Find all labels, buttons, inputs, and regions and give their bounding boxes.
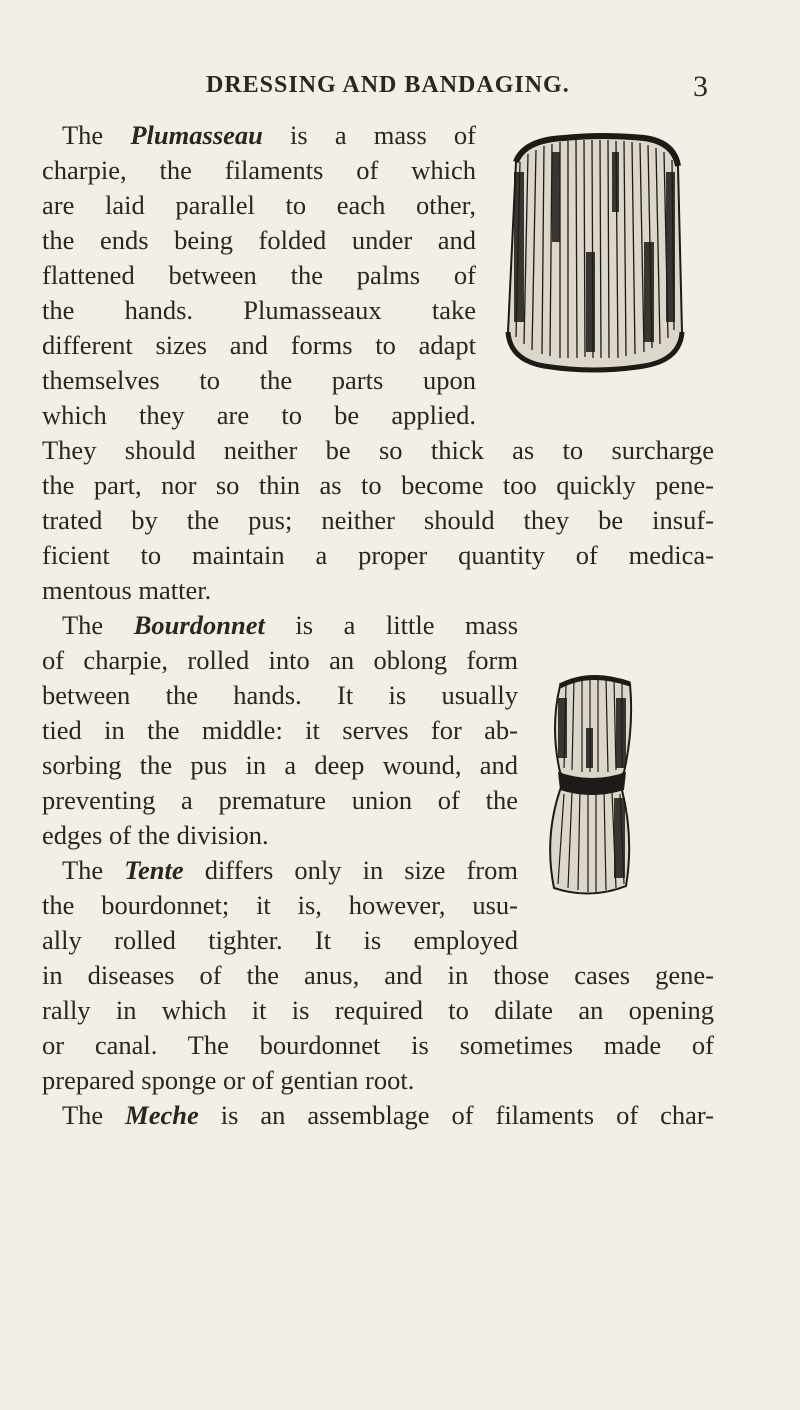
text-line: the ends being folded under and [42,225,476,255]
text-line: They should neither be so thick as to surcharge [42,435,714,465]
text-line: which they are to be applied. [42,400,476,430]
text-line: tied in the middle: it serves for ab- [42,715,518,745]
text-line: trated by the pus; neither should they be insuf- [42,505,714,535]
text-line: charpie, the filaments of which [42,155,476,185]
text-line: the bourdonnet; it is, however, usu- [42,890,518,920]
text-line: mentous matter. [42,575,212,605]
text-line: edges of the division. [42,820,269,850]
term-bourdonnet: Bourdonnet [133,610,265,640]
term-tente: Tente [124,855,184,885]
text-line: are laid parallel to each other, [42,190,476,220]
text-line: between the hands. It is usually [42,680,518,710]
text-line: themselves to the parts upon [42,365,476,395]
text-line: ficient to maintain a proper quantity of medica- [42,540,714,570]
bourdonnet-illustration [530,668,660,903]
text-line: preventing a premature union of the [42,785,518,815]
text-line: ally rolled tighter. It is employed [42,925,518,955]
text-line: The Plumasseau is a mass of [62,120,477,150]
text-line: flattened between the palms of [42,260,476,290]
text-line: of charpie, rolled into an oblong form [42,645,518,675]
running-head [0,70,800,104]
text-line: The Tente differs only in size from [62,855,518,885]
text-line: The Bourdonnet is a little mass [62,610,519,640]
plumasseau-illustration [494,132,694,377]
text-line: The Meche is an assemblage of filaments of char- [62,1100,715,1130]
term-plumasseau: Plumasseau [130,120,263,150]
running-title: DRESSING AND BANDAGING. [206,72,570,98]
text-line: or canal. The bourdonnet is sometimes made of [42,1030,714,1060]
text-line: rally in which it is required to dilate an opening [42,995,714,1025]
text-line: in diseases of the anus, and in those cases gene- [42,960,714,990]
text-line: the hands. Plumasseaux take [42,295,476,325]
term-meche: Meche [125,1100,199,1130]
page-number: 3 [693,70,708,103]
text-line: prepared sponge or of gentian root. [42,1065,415,1095]
text-line: different sizes and forms to adapt [42,330,476,360]
text-line: the part, nor so thin as to become too quickly pene- [42,470,714,500]
text-line: sorbing the pus in a deep wound, and [42,750,518,780]
